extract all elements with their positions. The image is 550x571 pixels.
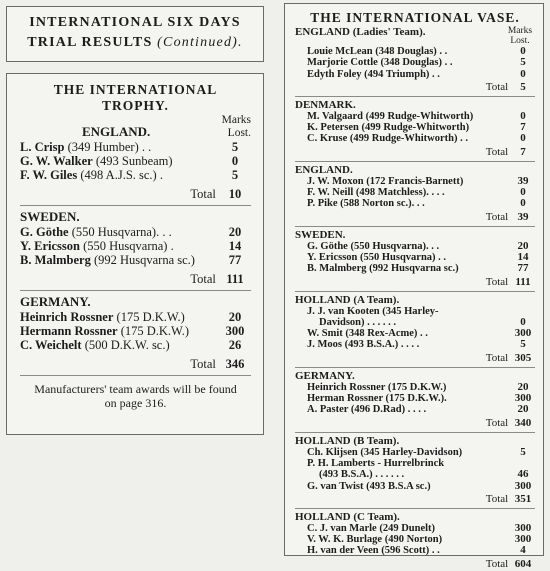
rider-entry: W. Smit (348 Rex-Acme) . . <box>307 328 428 340</box>
rider-row <box>20 324 251 338</box>
vase-title: THE INTERNATIONAL VASE. <box>310 10 520 25</box>
rider-row <box>295 306 535 317</box>
rider-marks: 300 <box>225 324 245 338</box>
total-value: 10 <box>228 187 242 201</box>
rider-row <box>295 393 535 404</box>
rider-name: B. Malmberg <box>20 253 91 267</box>
team-total <box>295 557 535 571</box>
rider-marks: 300 <box>514 479 532 492</box>
rider-marks: 0 <box>520 45 526 57</box>
marks-label: Marks <box>507 26 533 36</box>
rider-name: Y. Ericsson <box>20 239 80 253</box>
total-value: 340 <box>514 416 532 429</box>
rider-machine: (498 A.J.S. sc.) . <box>77 168 163 182</box>
rider-row <box>295 339 535 350</box>
rider-name: L. Crisp <box>20 140 65 154</box>
vase-section <box>284 3 544 570</box>
total-label: Total <box>485 416 511 429</box>
rider-machine: (349 Humber) . . <box>64 140 152 154</box>
total-value: 111 <box>515 275 531 288</box>
marks-label: Marks <box>221 114 251 126</box>
rider-machine: (175 D.K.W.) <box>113 310 185 324</box>
total-value: 5 <box>520 80 526 93</box>
vase-team <box>295 370 535 433</box>
rider-row <box>20 239 251 253</box>
total-label: Total <box>485 210 511 223</box>
trophy-team <box>20 291 251 376</box>
total-label: Total <box>190 272 219 286</box>
divider <box>295 226 535 227</box>
rider-row <box>295 122 535 133</box>
total-label: Total <box>485 80 511 93</box>
rider-row <box>295 198 535 209</box>
team-country: SWEDEN. <box>295 228 346 241</box>
rider-entry <box>20 324 189 338</box>
team-country: DENMARK. <box>295 98 356 111</box>
trophy-title: THE INTERNATIONAL TROPHY. <box>53 82 218 113</box>
rider-entry: P. Pike (588 Norton sc.). . . <box>307 198 425 210</box>
rider-machine: (175 D.K.W.) <box>117 324 189 338</box>
total-value: 305 <box>514 351 532 364</box>
rider-entry: J. W. Moxon (172 Francis-Barnett) <box>307 175 464 187</box>
rider-entry: J. J. van Kooten (345 Harley- <box>307 305 439 317</box>
divider <box>295 291 535 292</box>
total-label: Total <box>485 351 511 364</box>
total-label: Total <box>190 357 219 371</box>
team-total <box>295 210 535 224</box>
rider-row <box>295 133 535 144</box>
rider-entry: A. Paster (496 D.Rad) . . . . <box>307 404 427 416</box>
rider-row <box>20 168 251 182</box>
team-country: ENGLAND (Ladies' Team). <box>295 26 426 38</box>
rider-entry <box>20 154 173 168</box>
rider-row <box>20 140 251 154</box>
rider-marks: 300 <box>514 521 532 534</box>
team-total <box>295 492 535 506</box>
rider-marks: 300 <box>514 327 532 340</box>
trophy-team <box>20 114 251 206</box>
total-value: 346 <box>225 357 245 371</box>
team-country: GERMANY. <box>20 294 91 309</box>
rider-entry: B. Malmberg (992 Husqvarna sc.) <box>307 263 459 275</box>
divider <box>295 367 535 368</box>
rider-marks: 0 <box>520 186 526 199</box>
manufacturers-note <box>20 382 251 410</box>
rider-row <box>20 310 251 324</box>
rider-marks: 20 <box>228 310 242 324</box>
team-country: HOLLAND (A Team). <box>295 293 400 306</box>
page-title: INTERNATIONAL SIX DAYS <box>29 15 241 30</box>
total-label: Total <box>485 275 511 288</box>
rider-entry <box>20 253 195 267</box>
team-country: HOLLAND (B Team). <box>295 434 400 447</box>
rider-name: F. W. Giles <box>20 168 78 182</box>
rider-entry <box>20 168 163 182</box>
rider-entry: C. Kruse (499 Rudge-Whitworth) . . <box>307 133 468 145</box>
title-box <box>6 6 264 62</box>
trophy-section <box>6 73 264 435</box>
total-value: 39 <box>517 210 529 223</box>
vase-team <box>295 435 535 509</box>
rider-marks: 14 <box>228 239 242 253</box>
rider-entry: Marjorie Cottle (348 Douglas) . . <box>307 57 453 69</box>
rider-marks: 300 <box>514 392 532 405</box>
rider-entry: G. Göthe (550 Husqvarna). . . <box>307 240 440 252</box>
team-country: ENGLAND. <box>295 163 353 176</box>
rider-entry: Louie McLean (348 Douglas) . . <box>307 46 448 57</box>
rider-row <box>295 46 535 57</box>
rider-marks: 300 <box>514 533 532 546</box>
rider-entry: Y. Ericsson (550 Husqvarna) . . <box>307 251 447 263</box>
team-total <box>295 416 535 430</box>
rider-row <box>295 187 535 198</box>
rider-marks: 14 <box>517 250 529 263</box>
rider-entry: V. W. K. Burlage (490 Norton) <box>307 534 443 546</box>
rider-machine: (550 Husqvarna) . <box>79 239 174 253</box>
vase-team <box>295 164 535 227</box>
rider-entry: C. J. van Marle (249 Dunelt) <box>307 522 436 534</box>
rider-entry: Davidson) . . . . . . <box>319 316 397 328</box>
rider-entry: (493 B.S.A.) . . . . . . <box>319 469 405 481</box>
rider-machine: (992 Husqvarna sc.) <box>90 253 195 267</box>
note-line-2: on page 316. <box>104 396 167 410</box>
rider-row <box>20 154 251 168</box>
subtitle-continued: (Continued). <box>157 35 243 50</box>
rider-entry: M. Valgaard (499 Rudge-Whitworth) <box>307 110 474 122</box>
total-label: Total <box>485 492 511 505</box>
team-country: ENGLAND. <box>82 124 151 139</box>
rider-marks: 0 <box>231 154 239 168</box>
rider-entry <box>20 140 151 154</box>
team-total <box>20 187 251 202</box>
rider-row <box>295 469 535 480</box>
vase-team <box>295 229 535 292</box>
rider-name: G. W. Walker <box>20 154 93 168</box>
rider-marks: 0 <box>520 132 526 145</box>
rider-row <box>20 253 251 267</box>
rider-name: C. Weichelt <box>20 338 82 352</box>
rider-marks: 5 <box>520 338 526 351</box>
marks-lost-header <box>222 114 251 140</box>
rider-row <box>295 458 535 469</box>
rider-row <box>295 523 535 534</box>
rider-entry: Heinrich Rossner (175 D.K.W.) <box>307 381 447 393</box>
rider-row <box>295 328 535 339</box>
rider-row <box>295 176 535 187</box>
lost-label: Lost. <box>510 36 530 46</box>
vase-team <box>295 99 535 162</box>
subtitle-text: TRIAL RESULTS <box>27 35 153 50</box>
rider-marks: 0 <box>520 109 526 122</box>
rider-marks: 77 <box>517 262 529 275</box>
rider-row <box>20 338 251 352</box>
rider-entry: F. W. Neill (498 Matchless). . . . <box>307 187 445 199</box>
total-value: 604 <box>514 557 532 570</box>
rider-name: Heinrich Rossner <box>20 310 114 324</box>
rider-entry: H. van der Veen (596 Scott) . . <box>307 545 440 557</box>
rider-marks: 5 <box>520 445 526 458</box>
rider-name: G. Göthe <box>20 225 69 239</box>
rider-entry <box>20 338 170 352</box>
vase-results <box>295 26 535 571</box>
rider-marks: 46 <box>517 468 529 481</box>
total-value: 351 <box>514 492 532 505</box>
vase-team <box>295 294 535 368</box>
note-line-1: Manufacturers' team awards will be found <box>34 382 237 396</box>
rider-entry: J. Moos (493 B.S.A.) . . . . <box>307 339 420 351</box>
rider-row <box>295 382 535 393</box>
rider-marks: 20 <box>517 239 529 252</box>
rider-entry: G. van Twist (493 B.S.A sc.) <box>307 480 431 492</box>
rider-name: Hermann Rossner <box>20 324 118 338</box>
rider-marks: 4 <box>520 544 526 557</box>
divider <box>295 161 535 162</box>
rider-row <box>295 447 535 458</box>
team-total <box>20 357 251 372</box>
rider-marks: 0 <box>520 315 526 328</box>
team-total <box>295 145 535 159</box>
team-country: HOLLAND (C Team). <box>295 510 400 523</box>
rider-entry: Edyth Foley (494 Triumph) . . <box>307 68 440 80</box>
rider-entry <box>20 225 172 239</box>
rider-entry <box>20 239 174 253</box>
team-total <box>295 351 535 365</box>
rider-marks: 20 <box>517 380 529 393</box>
marks-lost-header <box>505 26 535 46</box>
rider-marks: 77 <box>228 253 242 267</box>
rider-entry: Herman Rossner (175 D.K.W.). <box>307 393 447 405</box>
rider-row <box>295 69 535 80</box>
rider-marks: 7 <box>520 121 526 134</box>
rider-entry: Ch. Klijsen (345 Harley-Davidson) <box>307 446 463 458</box>
rider-entry: K. Petersen (499 Rudge-Whitworth) <box>307 122 470 134</box>
total-value: 111 <box>226 272 244 286</box>
rider-row <box>295 481 535 492</box>
rider-marks: 5 <box>520 56 526 69</box>
rider-marks: 0 <box>520 197 526 210</box>
total-value: 7 <box>520 145 526 158</box>
rider-entry: P. H. Lamberts - Hurrelbrinck <box>307 457 445 469</box>
lost-label: Lost. <box>227 127 251 139</box>
rider-row <box>295 545 535 556</box>
total-label: Total <box>190 187 219 201</box>
rider-marks: 5 <box>231 140 239 154</box>
divider <box>295 96 535 97</box>
vase-team <box>295 511 535 571</box>
rider-row <box>295 534 535 545</box>
team-country: GERMANY. <box>295 369 355 382</box>
total-label: Total <box>485 557 511 570</box>
rider-entry <box>20 310 185 324</box>
team-total <box>295 80 535 94</box>
team-total <box>295 275 535 289</box>
rider-machine: (500 D.K.W. sc.) <box>81 338 170 352</box>
trophy-results <box>20 114 251 376</box>
rider-row <box>295 317 535 328</box>
rider-row <box>295 241 535 252</box>
divider <box>295 432 535 433</box>
team-total <box>20 272 251 287</box>
rider-marks: 0 <box>520 67 526 80</box>
rider-row <box>295 263 535 274</box>
vase-team <box>295 26 535 97</box>
rider-marks: 20 <box>517 403 529 416</box>
rider-machine: (493 Sunbeam) <box>92 154 173 168</box>
rider-row <box>295 404 535 415</box>
rider-marks: 5 <box>231 168 239 182</box>
total-label: Total <box>485 145 511 158</box>
rider-marks: 20 <box>228 225 242 239</box>
page-subtitle <box>7 35 263 51</box>
rider-row <box>295 57 535 68</box>
team-country: SWEDEN. <box>20 209 80 224</box>
rider-row <box>295 252 535 263</box>
rider-row <box>20 225 251 239</box>
divider <box>20 375 251 376</box>
rider-row <box>295 111 535 122</box>
rider-marks: 26 <box>228 338 242 352</box>
rider-marks: 39 <box>517 174 529 187</box>
divider <box>295 508 535 509</box>
trophy-team <box>20 206 251 291</box>
rider-machine: (550 Husqvarna). . . <box>68 225 172 239</box>
